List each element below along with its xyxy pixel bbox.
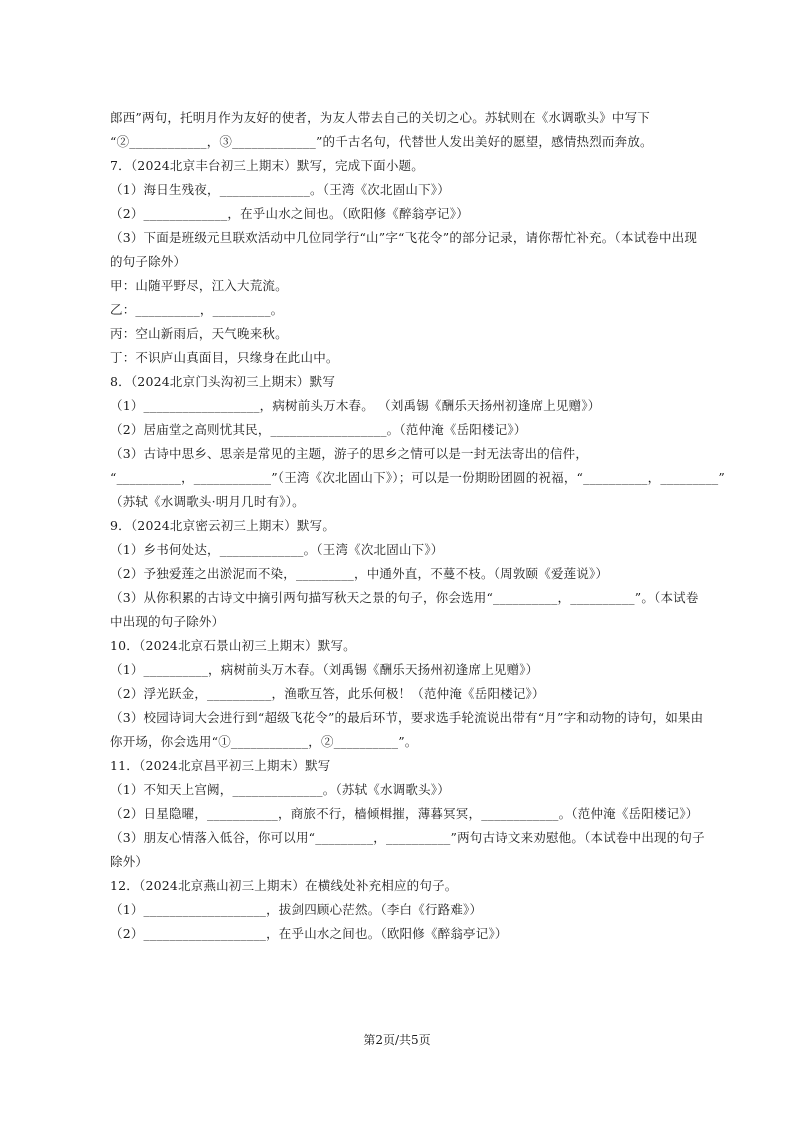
text-line: （1）___________________，拔剑四顾心茫然。（李白《行路难》） [110,902,483,917]
text-line: （1）__________，病树前头万木春。（刘禹锡《酬乐天扬州初逢席上见赠》） [110,662,539,677]
text-line: 丁：不识庐山真面目，只缘身在此山中。 [110,350,339,365]
text-line: （2）_____________，在乎山水之间也。（欧阳修《醉翁亭记》） [110,206,469,221]
text-line: 中出现的句子除外） [110,614,225,629]
text-line: “__________，____________”（王湾《次北固山下》）；可以是一份期盼团圆的祝福，“__________，_________” [110,470,725,485]
text-line: （2）予独爱莲之出淤泥而不染，_________，中通外直，不蔓不枝。（周敦颐《爱莲说》） [110,566,609,581]
text-line: 除外） [110,854,149,869]
text-line: 郎西”两句，托明月作为友好的使者，为友人带去自己的关切之心。苏轼则在《水调歌头》中写下 [110,110,650,125]
text-line: （3）下面是班级元旦联欢活动中几位同学行“山”字“飞花令”的部分记录，请你帮忙补充。（本试卷中出现 [110,230,698,245]
text-line: 的句子除外） [110,254,187,269]
text-line: （2）日星隐曜，___________，商旅不行，樯倾楫摧，薄暮冥冥，____________。（范仲淹《岳阳楼记》） [110,806,699,821]
text-line: 丙：空山新雨后，天气晚来秋。 [110,326,288,341]
text-line: （3）校园诗词大会进行到“超级飞花令”的最后环节，要求选手轮流说出带有“月”字和动物的诗句，如果由 [110,710,704,725]
text-line: 9．（2024北京密云初三上期末）默写。 [110,518,336,533]
text-line: （2）浮光跃金，__________，渔歌互答，此乐何极！（范仲淹《岳阳楼记》） [110,686,545,701]
text-line: 11．（2024北京昌平初三上期末）默写 [110,758,331,773]
text-line: 8．（2024北京门头沟初三上期末）默写 [110,374,336,389]
text-line: （苏轼《水调歌头·明月几时有》）。 [110,494,305,509]
text-line: （1）海日生残夜，______________。（王湾《次北固山下》） [110,182,450,197]
text-line: 12．（2024北京燕山初三上期末）在横线处补充相应的句子。 [110,878,458,893]
text-line: （1）乡书何处达，_____________。（王湾《次北固山下》） [110,542,444,557]
text-line: （3）古诗中思乡、思亲是常见的主题，游子的思乡之情可以是一封无法寄出的信件， [110,446,589,461]
text-line: 乙：__________，_________。 [110,302,284,317]
text-line: （2）居庙堂之高则忧其民，__________________。（范仲淹《岳阳楼记》） [110,422,527,437]
text-line: （1）不知天上宫阙，______________。（苏轼《水调歌头》） [110,782,450,797]
text-line: 你开场，你会选用“①____________，②__________”。 [110,734,418,749]
text-line: （3）从你积累的古诗文中摘引两句描写秋天之景的句子，你会选用“__________，__________”。（本试卷 [110,590,699,605]
text-line: 甲：山随平野尽，江入大荒流。 [110,278,288,293]
text-line: “②____________，③_____________”的千古名句，代替世人发出美好的愿望，感情热烈而奔放。 [110,134,653,149]
text-line: （1）__________________，病树前头万木春。 （刘禹锡《酬乐天扬州初逢席上见赠》） [110,398,601,413]
text-line: 7．（2024北京丰台初三上期末）默写，完成下面小题。 [110,158,424,173]
page-footer: 第2页/共5页 [363,1033,431,1047]
text-line: 10．（2024北京石景山初三上期末）默写。 [110,638,356,653]
text-line: （2）___________________，在乎山水之间也。（欧阳修《醉翁亭记》） [110,926,508,941]
text-line: （3）朋友心情落入低谷，你可以用“_________，__________”两句古诗文来劝慰他。（本试卷中出现的句子 [110,830,705,845]
